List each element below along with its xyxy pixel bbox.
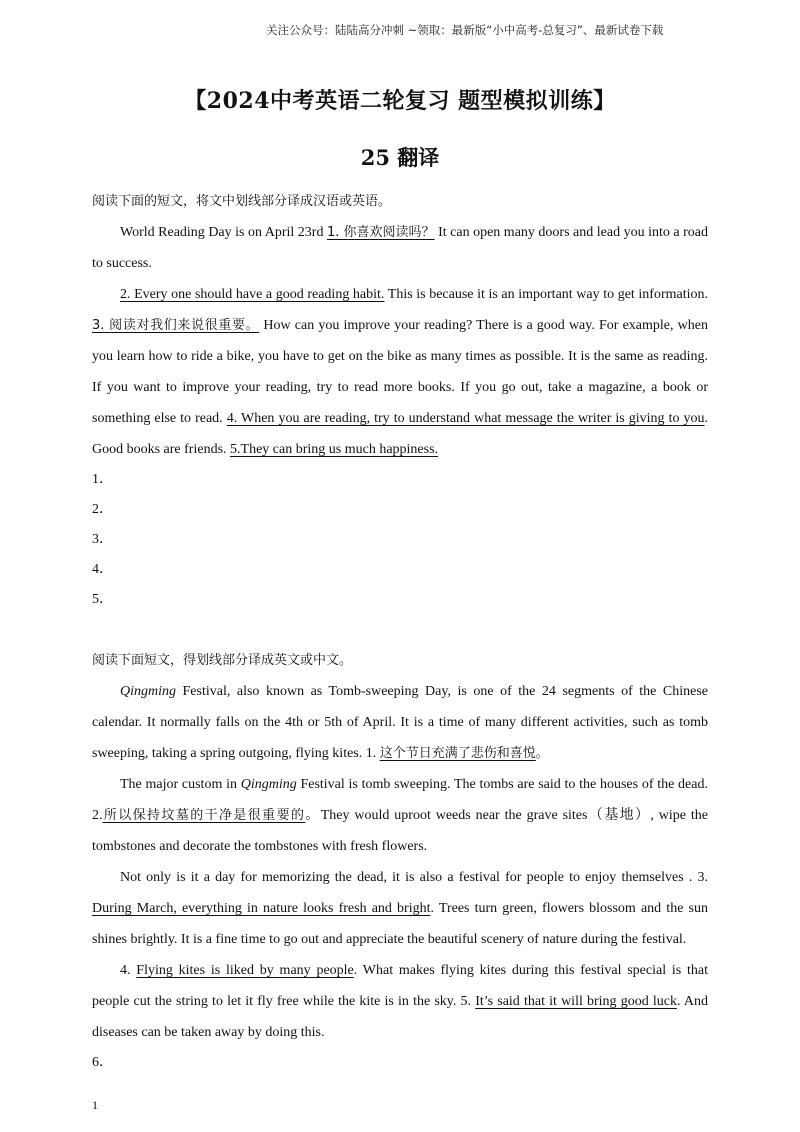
underlined-sentence-5: It’s said that it will bring good luck — [475, 994, 677, 1009]
text: . What makes flying kites during this festival special is that people cut the string to let it fly free while the kite is in the sky. 5. — [92, 963, 709, 1009]
section1-paragraph-2 — [92, 279, 708, 465]
text: How can you improve your reading? There is a good way. For example, when you learn how to ride a bike, you have to get on the bike as many times as possible. It is the same as reading. If you want to improve your reading, try to read more books. If you go out, take a magazine, a book or something else to read. — [92, 318, 708, 426]
answer-line-3: 3． — [92, 532, 113, 547]
answer-line-4: 4． — [92, 562, 113, 577]
underlined-sentence-3: 3. 阅读对我们来说很重要。 — [92, 318, 260, 333]
italic-term: Qingming — [120, 684, 176, 699]
text: . Trees turn green, flowers blossom and the sun shines brightly. It is a fine time to go out and appreciate the beautiful scenery of nature during the festival. — [92, 901, 708, 947]
section2-paragraph-2 — [92, 769, 708, 862]
section2-paragraph-1 — [92, 676, 708, 769]
underlined-sentence-1: 1. 你喜欢阅读吗？ — [326, 225, 435, 240]
text: 。They would uproot weeds near the grave sites（基地）, wipe the tombstones and decorate the tombstones with fresh flowers. — [92, 808, 708, 854]
text: 。 — [535, 746, 549, 761]
document-body — [92, 186, 708, 1078]
answer-line-2: 2． — [92, 502, 113, 517]
underlined-sentence-3: During March, everything in nature looks fresh and bright — [92, 901, 431, 916]
answer-line-6: 6． — [92, 1055, 113, 1070]
text: 4. — [120, 963, 137, 978]
underlined-sentence-5: 5.They can bring us much happiness. — [230, 442, 439, 457]
underlined-sentence-2: 所以保持坟墓的干净是很重要的 — [102, 808, 306, 823]
underlined-sentence-4: 4. When you are reading, try to understand what message the writer is giving to you — [226, 411, 705, 426]
text: Festival is tomb sweeping. The tombs are said to the houses of the dead. 2. — [92, 777, 708, 823]
section2-instruction: 阅读下面短文，得划线部分译成英文或中文。 — [92, 653, 353, 668]
page-number: 1 — [92, 1098, 98, 1112]
text: . Good books are friends. — [92, 411, 709, 457]
section2-paragraph-4 — [92, 955, 708, 1048]
text: The major custom in — [120, 777, 241, 792]
header-note: 关注公众号：陆陆高分冲刺 ~领取：最新版“小中高考-总复习”、最新试卷下载 — [266, 23, 664, 37]
page-title: 【2024中考英语二轮复习 题型模拟训练】 — [184, 88, 616, 114]
spacer — [92, 615, 708, 645]
text: World Reading Day is on April 23rd — [120, 225, 327, 240]
section1-instruction: 阅读下面的短文，将文中划线部分译成汉语或英语。 — [92, 194, 392, 209]
underlined-sentence-2: 2. Every one should have a good reading habit. — [120, 287, 385, 302]
section1-paragraph-1 — [92, 217, 708, 279]
answer-line-1: 1． — [92, 472, 113, 487]
text: Festival, also known as Tomb-sweeping Day, is one of the 24 segments of the Chinese calendar. It normally falls on the 4th or 5th of April. It is a time of many different activities, such as tomb sweeping, taking a spring outgoing, flying kites. 1. — [92, 684, 708, 761]
text: It can open many doors and lead you into a road to success. — [92, 225, 708, 271]
text: . And diseases can be taken away by doing this. — [92, 994, 708, 1040]
underlined-sentence-1: 这个节日充满了悲伤和喜悦 — [379, 746, 536, 761]
answer-line-5: 5． — [92, 592, 113, 607]
page-subtitle: 25 翻译 — [360, 145, 440, 170]
italic-term: Qingming — [240, 777, 297, 792]
text: This is because it is an important way to get information. — [384, 287, 709, 302]
underlined-sentence-4: Flying kites is liked by many people — [136, 963, 354, 978]
text: Not only is it a day for memorizing the dead, it is also a festival for people to enjoy themselves . 3. — [120, 870, 708, 885]
section2-paragraph-3 — [92, 862, 708, 955]
